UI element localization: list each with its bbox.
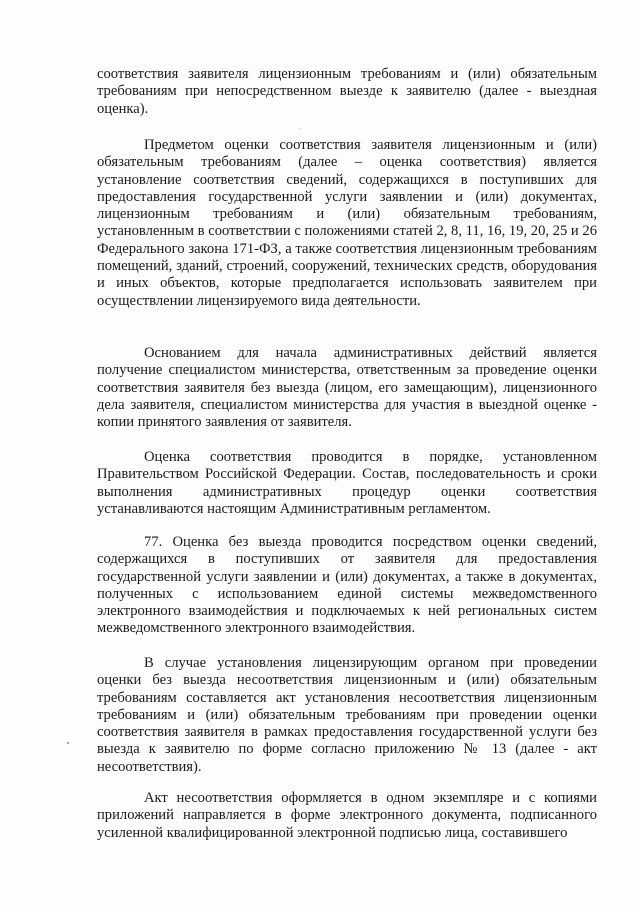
- scan-speck: [300, 128, 301, 129]
- paragraph-text: Оценка соответствия проводится в порядке, установленном Правительством Российской Федерации. Состав, последовательность и сроки выполнения административных процедур оценки соответствия устанавливаются настоящим Административным регламентом.: [97, 449, 597, 517]
- paragraph-assessment-procedure: [97, 449, 597, 518]
- scan-speck: [67, 742, 69, 744]
- paragraph-act-execution: [97, 790, 597, 842]
- paragraph-text: В случае установления лицензирующим органом при проведении оценки без выезда несоответствия лицензионным и (или) обязательным требованиям составляется акт установления несоответствия лицензионным требованиям и (или) обязательным требованиям при проведении оценки соответствия заявителя в рамках предоставления государственной услуги без выезда к заявителю по форме согласно приложению № 13 (далее - акт несоответствия).: [97, 655, 597, 775]
- paragraph-text: соответствия заявителя лицензионным требованиям и (или) обязательным требованиям при непосредственном выезде к заявителю (далее - выездная оценка).: [97, 66, 597, 117]
- paragraph-basis-for-actions: [97, 345, 597, 431]
- paragraph-subject-of-assessment: [97, 137, 597, 310]
- paragraph-text: Акт несоответствия оформляется в одном экземпляре и с копиями приложений направляется в форме электронного документа, подписанного усиленной квалифицированной электронной подписью лица, составившего: [97, 790, 597, 841]
- paragraph-text: Основанием для начала административных действий является получение специалистом министерства, ответственным за проведение оценки соответствия заявителя без выезда (лицом, его замещающим), лицензионного дела заявителя, специалистом министерства для участия в выездной оценке - копии принятого заявления от заявителя.: [97, 345, 597, 431]
- paragraph-item-77: [97, 534, 597, 638]
- paragraph-text: Предметом оценки соответствия заявителя лицензионным и (или) обязательным требованиям (далее – оценка соответствия) является установление соответствия сведений, содержащихся в поступивших для предоставления государственной услуги заявлении и (или) документах, лицензионным требованиям и (или) обязательным требованиям, установленным в соответствии с положениями статей 2, 8, 11, 16, 19, 20, 25 и 26 Федерального закона 171-ФЗ, а также соответствия лицензионным требованиям помещений, зданий, строений, сооружений, технических средств, оборудования и иных объектов, которые предполагается использовать заявителем при осуществлении лицензируемого вида деятельности.: [97, 137, 597, 309]
- paragraph-nonconformity-act: [97, 655, 597, 776]
- paragraph-text: 77. Оценка без выезда проводится посредством оценки сведений, содержащихся в поступивших от заявителя для предоставления государственной услуги заявлении и (или) документах, а также в документах, полученных с использованием единой системы межведомственного электронного взаимодействия и подключаемых к ней региональных систем межведомственного электронного взаимодействия.: [97, 534, 597, 637]
- paragraph-continuation: [97, 66, 597, 118]
